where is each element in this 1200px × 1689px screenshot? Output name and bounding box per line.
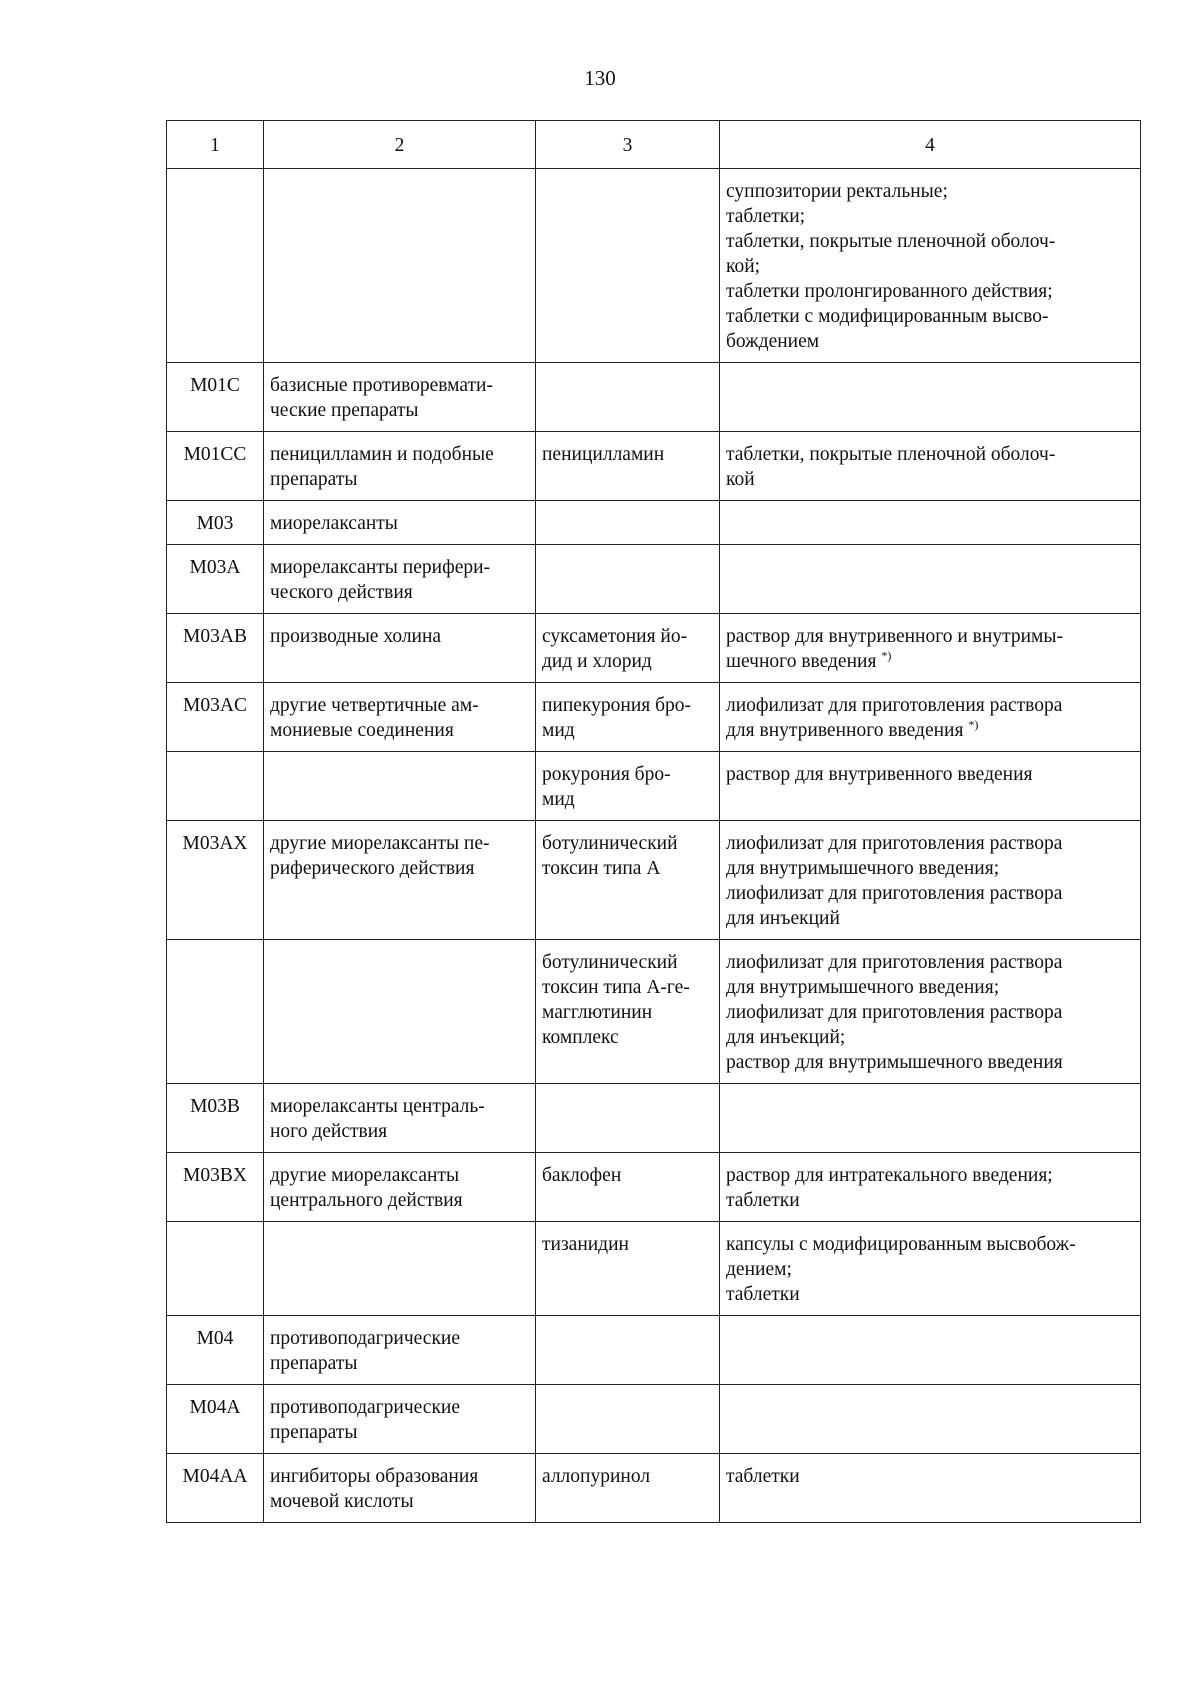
cell-atc-code-text: M03B <box>190 1096 240 1117</box>
cell-dosage-form <box>720 1454 1141 1523</box>
cell-group-name <box>264 545 536 614</box>
cell-dosage-form-text: раствор для внутривенного и внутримы- шечного введения <box>726 626 1063 672</box>
cell-group-name-text: противоподагрические препараты <box>270 1328 461 1374</box>
cell-group-name <box>264 821 536 940</box>
cell-dosage-form-text: раствор для внутривенного введения <box>726 764 1033 785</box>
cell-drug-name <box>536 169 720 363</box>
cell-drug-name <box>536 821 720 940</box>
cell-group-name-text: производные холина <box>270 626 442 647</box>
cell-group-name <box>264 940 536 1084</box>
cell-group-name-text: противоподагрические препараты <box>270 1397 461 1443</box>
table-row <box>167 752 1141 821</box>
table-row <box>167 614 1141 683</box>
cell-drug-name <box>536 614 720 683</box>
cell-drug-name <box>536 752 720 821</box>
cell-group-name <box>264 683 536 752</box>
table-row <box>167 432 1141 501</box>
cell-drug-name-text: ботулинический токсин типа А <box>542 833 678 879</box>
cell-group-name <box>264 169 536 363</box>
cell-atc-code-text: M04AA <box>182 1466 248 1487</box>
cell-atc-code-text: M01CC <box>183 444 247 465</box>
cell-atc-code-text: M03 <box>196 513 234 534</box>
table-body <box>167 169 1141 1523</box>
cell-group-name-text: миорелаксанты <box>270 513 398 534</box>
cell-dosage-form-text: лиофилизат для приготовления раствора для внутримышечного введения; лиофилизат для приготовления раствора для инъекций; раствор для внутримышечного введения <box>726 952 1063 1073</box>
cell-group-name-text: другие миорелаксанты центрального действия <box>270 1165 463 1211</box>
cell-atc-code <box>167 432 264 501</box>
cell-drug-name <box>536 1084 720 1153</box>
cell-group-name <box>264 752 536 821</box>
cell-atc-code <box>167 1222 264 1316</box>
cell-group-name <box>264 363 536 432</box>
cell-atc-code <box>167 1385 264 1454</box>
cell-drug-name <box>536 432 720 501</box>
cell-atc-code <box>167 1153 264 1222</box>
cell-atc-code <box>167 614 264 683</box>
cell-atc-code-text: M01C <box>190 375 240 396</box>
cell-atc-code <box>167 821 264 940</box>
cell-atc-code-text: M04 <box>196 1328 234 1349</box>
cell-drug-name-text: тизанидин <box>542 1234 629 1255</box>
cell-dosage-form <box>720 614 1141 683</box>
header-row <box>167 121 1141 169</box>
cell-group-name-text: другие миорелаксанты пе- риферического действия <box>270 833 490 879</box>
cell-dosage-form <box>720 752 1141 821</box>
cell-dosage-form-text: суппозитории ректальные; таблетки; таблетки, покрытые пленочной оболоч- кой; таблетки пролонгированного действия; таблетки с модифицированным высво- бождением <box>726 181 1056 352</box>
cell-dosage-form <box>720 683 1141 752</box>
cell-atc-code <box>167 752 264 821</box>
cell-drug-name-text: пеницилламин <box>542 444 665 465</box>
cell-dosage-form-text: капсулы с модифицированным высвобож- дением; таблетки <box>726 1234 1076 1305</box>
cell-group-name <box>264 1454 536 1523</box>
footnote-mark: *) <box>968 717 979 732</box>
cell-group-name-text: базисные противоревмати- ческие препараты <box>270 375 493 421</box>
cell-group-name <box>264 614 536 683</box>
cell-dosage-form <box>720 1153 1141 1222</box>
cell-atc-code <box>167 501 264 545</box>
cell-atc-code-text: M04A <box>189 1397 241 1418</box>
cell-group-name <box>264 501 536 545</box>
table-row <box>167 1084 1141 1153</box>
cell-atc-code-text: M03AX <box>182 833 248 854</box>
cell-atc-code-text: M03BX <box>183 1165 247 1186</box>
page-number: 130 <box>584 66 616 90</box>
cell-dosage-form <box>720 501 1141 545</box>
header-col-1: 1 <box>167 121 264 169</box>
footnote-mark: *) <box>881 648 892 663</box>
cell-dosage-form-text: лиофилизат для приготовления раствора для внутримышечного введения; лиофилизат для приготовления раствора для инъекций <box>726 833 1063 929</box>
cell-group-name <box>264 1084 536 1153</box>
cell-dosage-form <box>720 1316 1141 1385</box>
cell-dosage-form-text: раствор для интратекального введения; таблетки <box>726 1165 1053 1211</box>
cell-dosage-form-text: лиофилизат для приготовления раствора для внутривенного введения <box>726 695 1063 741</box>
cell-atc-code-text: M03AC <box>183 695 247 716</box>
cell-drug-name-text: аллопуринол <box>542 1466 651 1487</box>
cell-group-name-text: другие четвертичные ам- мониевые соединения <box>270 695 479 741</box>
table-row <box>167 1316 1141 1385</box>
cell-drug-name-text: суксаметония йо- дид и хлорид <box>542 626 688 672</box>
cell-group-name <box>264 1385 536 1454</box>
cell-drug-name <box>536 545 720 614</box>
cell-dosage-form <box>720 1222 1141 1316</box>
drug-table <box>166 120 1141 1523</box>
cell-dosage-form <box>720 363 1141 432</box>
header-col-3: 3 <box>536 121 720 169</box>
cell-drug-name-text: ботулинический токсин типа А-ге- магглютинин комплекс <box>542 952 690 1048</box>
cell-group-name <box>264 1222 536 1316</box>
table-row <box>167 1153 1141 1222</box>
cell-drug-name <box>536 940 720 1084</box>
cell-group-name-text: ингибиторы образования мочевой кислоты <box>270 1466 479 1512</box>
cell-dosage-form <box>720 432 1141 501</box>
cell-drug-name <box>536 1222 720 1316</box>
cell-group-name-text: миорелаксанты перифери- ческого действия <box>270 557 491 603</box>
table-row <box>167 1385 1141 1454</box>
cell-dosage-form <box>720 821 1141 940</box>
cell-atc-code-text: M03AB <box>183 626 247 647</box>
cell-drug-name-text: рокурония бро- мид <box>542 764 671 810</box>
cell-dosage-form-text: таблетки, покрытые пленочной оболоч- кой <box>726 444 1056 490</box>
cell-dosage-form <box>720 940 1141 1084</box>
table-row <box>167 1222 1141 1316</box>
cell-group-name-text: миорелаксанты централь- ного действия <box>270 1096 485 1142</box>
cell-atc-code <box>167 169 264 363</box>
cell-dosage-form <box>720 1084 1141 1153</box>
table-row <box>167 1454 1141 1523</box>
cell-atc-code <box>167 683 264 752</box>
cell-atc-code <box>167 1316 264 1385</box>
cell-drug-name <box>536 1385 720 1454</box>
cell-drug-name <box>536 1454 720 1523</box>
cell-atc-code <box>167 545 264 614</box>
cell-dosage-form <box>720 545 1141 614</box>
cell-atc-code <box>167 940 264 1084</box>
cell-drug-name-text: баклофен <box>542 1165 622 1186</box>
cell-group-name <box>264 1316 536 1385</box>
cell-atc-code <box>167 1454 264 1523</box>
cell-dosage-form <box>720 169 1141 363</box>
table-row <box>167 169 1141 363</box>
table-row <box>167 363 1141 432</box>
cell-drug-name <box>536 501 720 545</box>
cell-atc-code <box>167 1084 264 1153</box>
cell-drug-name <box>536 1316 720 1385</box>
table-row <box>167 545 1141 614</box>
table-row <box>167 821 1141 940</box>
cell-drug-name <box>536 363 720 432</box>
cell-drug-name <box>536 1153 720 1222</box>
cell-atc-code <box>167 363 264 432</box>
cell-drug-name-text: пипекурония бро- мид <box>542 695 692 741</box>
cell-atc-code-text: M03A <box>189 557 241 578</box>
cell-drug-name <box>536 683 720 752</box>
cell-dosage-form <box>720 1385 1141 1454</box>
cell-dosage-form-text: таблетки <box>726 1466 800 1487</box>
header-col-2: 2 <box>264 121 536 169</box>
table-row <box>167 683 1141 752</box>
table-row <box>167 940 1141 1084</box>
cell-group-name <box>264 432 536 501</box>
cell-group-name-text: пеницилламин и подобные препараты <box>270 444 494 490</box>
table-row <box>167 501 1141 545</box>
header-col-4: 4 <box>720 121 1141 169</box>
cell-group-name <box>264 1153 536 1222</box>
